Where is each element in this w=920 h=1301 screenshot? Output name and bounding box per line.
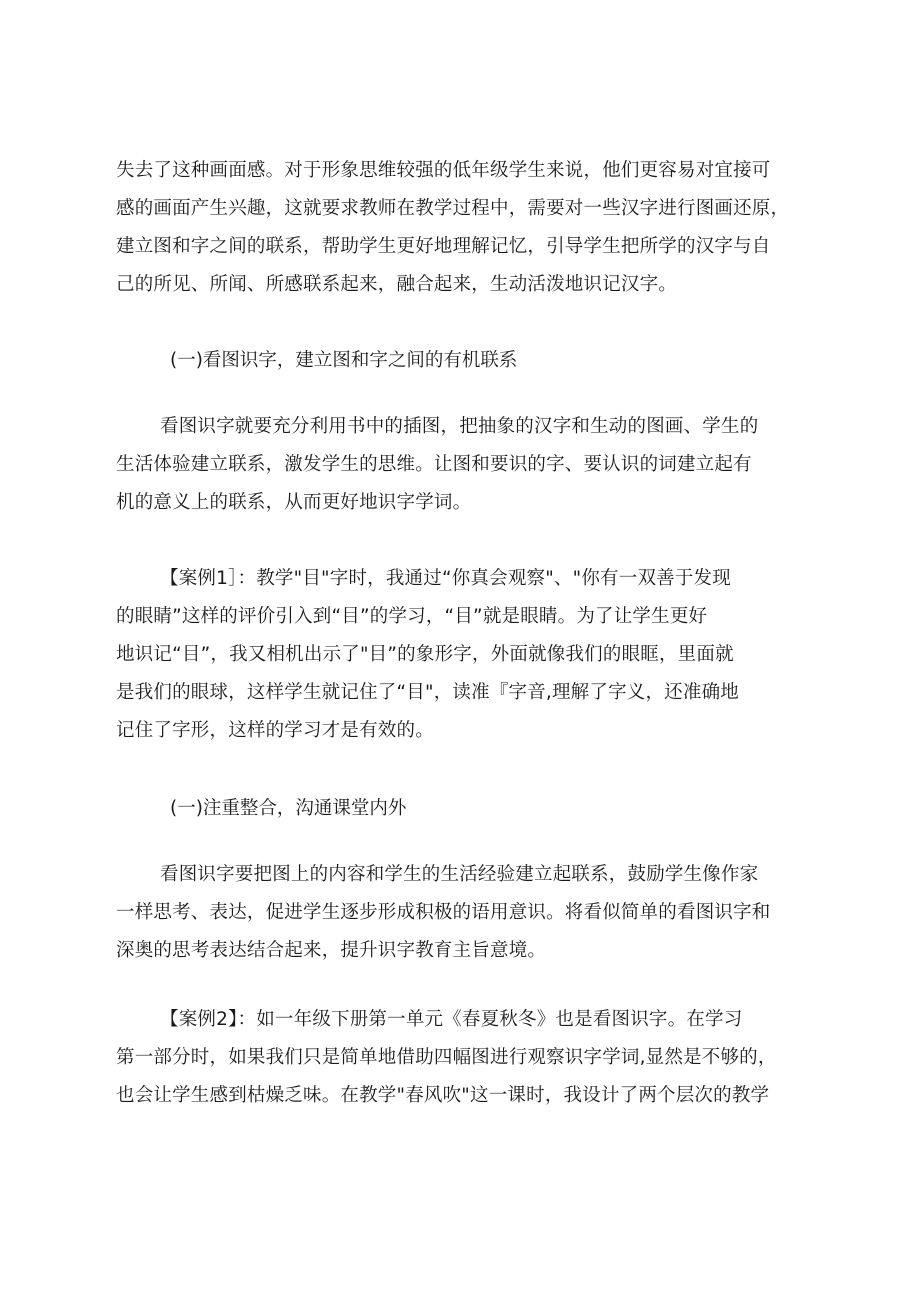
paragraph-line: 是我们的眼球，这样学生就记住了“目"，读准『字音,理解了字义，还准确地	[116, 682, 739, 703]
paragraph-life-experience	[116, 856, 816, 970]
paragraph-illustrations	[116, 408, 816, 522]
paragraph-line: 看图识字要把图上的内容和学生的生活经验建立起联系，鼓励学生像作家	[160, 864, 759, 885]
paragraph-image-perception	[116, 152, 816, 304]
paragraph-line: 感的画面产生兴趣，这就要求教师在教学过程中，需要对一些汉字进行图画还原，	[116, 198, 790, 219]
paragraph-line: 建立图和字之间的联系，帮助学生更好地理解记忆，引导学生把所学的汉字与自	[116, 236, 771, 257]
paragraph-line: 看图识字就要充分利用书中的插图，把抽象的汉字和生动的图画、学生的	[160, 416, 759, 437]
paragraph-line: 失去了这种画面感。对于形象思维较强的低年级学生来说，他们更容易对宜接可	[116, 160, 771, 181]
paragraph-line: 己的所见、所闻、所感联系起来，融合起来，生动活泼地识记汉字。	[116, 274, 678, 295]
section-heading-integration: (一)注重整合，沟通课堂内外	[170, 798, 407, 819]
paragraph-line: 的眼睛”这样的评价引入到“目”的学习，“目”就是眼睛。为了让学生更好	[116, 606, 708, 627]
paragraph-line: 第一部分时，如果我们只是简单地借助四幅图进行观察识字学词,显然是不够的，	[116, 1047, 777, 1068]
paragraph-line: 记住了字形，这样的学习才是有效的。	[116, 720, 434, 741]
paragraph-line: 【案例1］：教学"目"字时，我通过“你真会观察"、"你有一双善于发现	[160, 568, 731, 589]
paragraph-line: 地识记“目”，我又相机出示了"目”的象形字，外面就像我们的眼眶，里面就	[116, 644, 734, 665]
paragraph-line: 也会让学生感到枯燥乏味。在教学"春风吹"这一课时，我设计了两个层次的教学	[116, 1085, 770, 1106]
paragraph-case-1	[116, 560, 816, 750]
section-heading-look-and-learn: (一)看图识字，建立图和字之间的有机联系	[170, 350, 518, 371]
paragraph-line: 生活体验建立联系，激发学生的思维。让图和要识的字、要认识的词建立起有	[116, 454, 752, 475]
paragraph-line: 一样思考、表达，促进学生逐步形成积极的语用意识。将看似简单的看图识字和	[116, 902, 771, 923]
paragraph-line: 深奥的思考表达结合起来，提升识字教育主旨意境。	[116, 940, 547, 961]
paragraph-line: 【案例2】：如一年级下册第一单元《春夏秋冬》也是看图识字。在学习	[160, 1009, 743, 1030]
paragraph-line: 机的意义上的联系，从而更好地识字学词。	[116, 492, 472, 513]
paragraph-case-2	[116, 1001, 816, 1115]
